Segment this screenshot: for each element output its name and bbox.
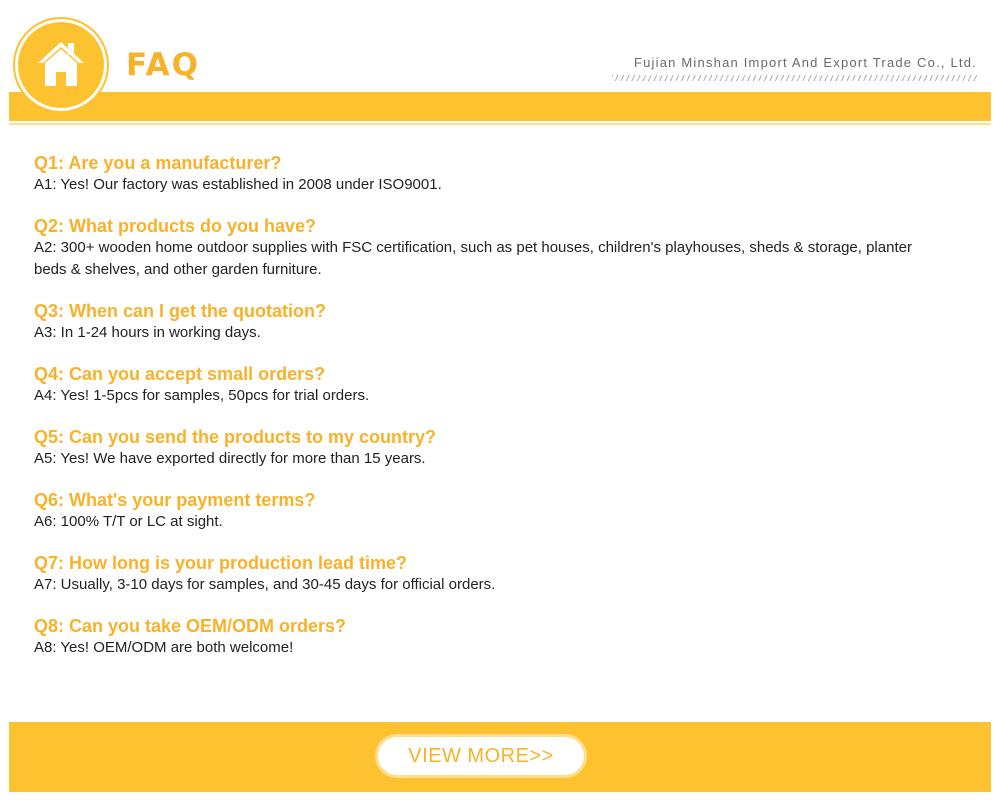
faq-answer: A7: Usually, 3-10 days for samples, and 30-45 days for official orders. [34,576,496,593]
faq-answer: A8: Yes! OEM/ODM are both welcome! [34,639,294,656]
header-divider [9,123,991,125]
faq-answer: A5: Yes! We have exported directly for more than 15 years. [34,450,426,467]
faq-item [34,215,934,281]
faq-question: Q5: Can you send the products to my country? [34,427,437,447]
company-name: Fujian Minshan Import And Export Trade Co., Ltd. [633,55,977,70]
faq-question: Q3: When can I get the quotation? [34,301,326,321]
faq-question: Q8: Can you take OEM/ODM orders? [34,616,347,636]
faq-item [34,426,934,470]
faq-answer: A4: Yes! 1-5pcs for samples, 50pcs for trial orders. [34,387,370,404]
faq-answer: A2: 300+ wooden home outdoor supplies with FSC certification, such as pet houses, children's playhouses, sheds & storage, planter beds & shelves, and other garden furniture. [34,239,912,278]
faq-item [34,489,934,533]
faq-question: Q2: What products do you have? [34,216,317,236]
faq-answer: A1: Yes! Our factory was established in 2008 under ISO9001. [34,176,442,193]
faq-question: Q6: What's your payment terms? [34,490,316,510]
faq-item [34,152,934,196]
company-underline [612,75,978,81]
home-badge [18,22,104,108]
page-title: FAQ [126,47,200,83]
faq-question: Q7: How long is your production lead time? [34,553,408,573]
faq-item [34,300,934,344]
faq-question: Q4: Can you accept small orders? [34,364,326,384]
faq-list [34,152,934,678]
faq-answer: A6: 100% T/T or LC at sight. [34,513,223,530]
faq-item [34,552,934,596]
view-more-button[interactable]: VIEW MORE>> [378,737,584,775]
faq-answer: A3: In 1-24 hours in working days. [34,324,261,341]
faq-question: Q1: Are you a manufacturer? [34,153,282,173]
home-icon [35,38,87,90]
faq-item [34,615,934,659]
faq-item [34,363,934,407]
header-band [9,92,991,121]
